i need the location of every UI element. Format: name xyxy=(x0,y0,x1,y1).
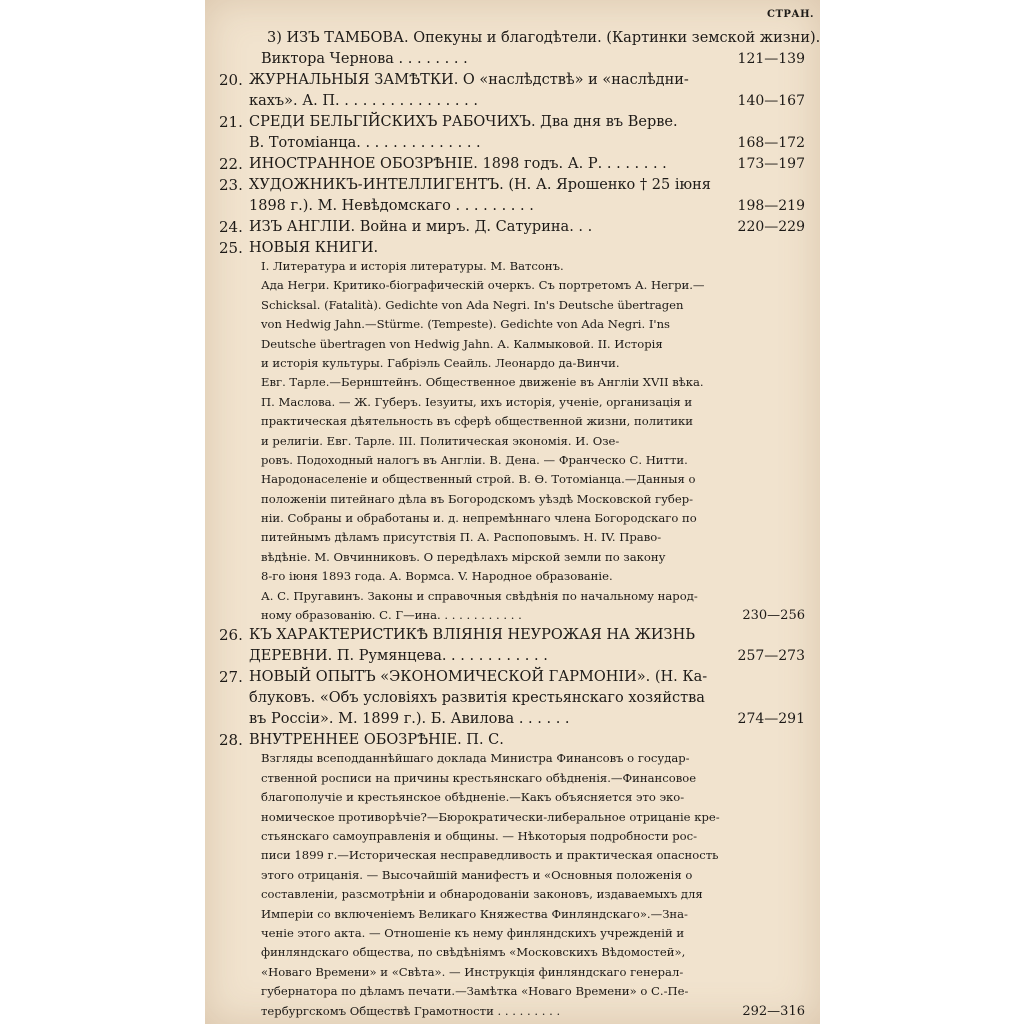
body-line xyxy=(213,606,813,625)
page-range: 173—197 xyxy=(737,156,805,172)
entry-number: 27. xyxy=(219,668,243,687)
body-line: практическая дѣятельность въ сферѣ общественной жизни, политики xyxy=(261,414,693,429)
entry-line-text: 1898 г.). М. Невѣдомскаго . . . . . . . . . xyxy=(249,198,534,214)
body-line: этого отрицанія. — Высочайшій манифестъ и «Основныя положенія о xyxy=(261,867,693,882)
body-line: Schicksal. (Fatalità). Gedichte von Ada Negri. In's Deutsche übertragen xyxy=(261,297,684,312)
body-line: ченіе этого акта. — Отношеніе къ нему финляндскихъ учрежденій и xyxy=(261,925,685,940)
toc-entry-28 xyxy=(213,730,813,751)
review-section-text xyxy=(213,749,813,1020)
toc-entry-21 xyxy=(213,112,813,154)
entry-line-text: кахъ». А. П. . . . . . . . . . . . . . . . xyxy=(249,93,478,109)
body-line: составленіи, разсмотрѣніи и обнародованіи законовъ, издаваемыхъ для xyxy=(261,887,703,902)
entry-number: 25. xyxy=(219,239,243,257)
body-line: Deutsche übertragen von Hedwig Jahn. А. Калмыковой. II. Исторія xyxy=(261,336,663,351)
body-line: «Новаго Времени» и «Свѣта». — Инструкція финляндскаго генерал- xyxy=(261,964,684,979)
body-line: вѣдѣніе. М. Овчинниковъ. О передѣлахъ мірской земли по закону xyxy=(261,549,666,564)
entry-number: 21. xyxy=(219,113,243,131)
page-range: 121—139 xyxy=(737,51,805,67)
entry-line-text: блуковъ. «Объ условіяхъ развитія крестьянскаго хозяйства xyxy=(249,690,705,707)
body-line: Евг. Тарле.—Бернштейнъ. Общественное движеніе въ Англіи XVII вѣка. xyxy=(261,375,704,390)
body-line: номическое противорѣчіе?—Бюрократически-либеральное отрицаніе кре- xyxy=(261,809,720,824)
entry-line xyxy=(213,70,813,91)
entry-line xyxy=(213,196,813,217)
entry-line-text: Виктора Чернова . . . . . . . . xyxy=(261,51,468,67)
toc-entry-20 xyxy=(213,70,813,112)
entry-number: 22. xyxy=(219,155,243,173)
entry-line xyxy=(213,667,813,688)
body-line xyxy=(213,1002,813,1021)
entry-line-text: В. Тотоміанца. . . . . . . . . . . . . . xyxy=(249,135,481,151)
entry-line: 3) ИЗЪ ТАМБОВА. Опекуны и благодѣтели. (Картинки земской жизни). xyxy=(267,30,821,46)
toc-entry-23 xyxy=(213,175,813,217)
page-range: 274—291 xyxy=(737,711,805,728)
toc-content xyxy=(213,28,821,1021)
toc-entry-tambov xyxy=(213,28,821,70)
page-range: 140—167 xyxy=(737,93,805,109)
toc-entry-22 xyxy=(213,154,813,175)
body-line: положеніи питейнаго дѣла въ Богородскомъ уѣздѣ Московской губер- xyxy=(261,491,694,506)
entry-line xyxy=(213,112,813,133)
entry-number: 28. xyxy=(219,731,243,750)
body-line: Народонаселеніе и общественный строй. В. Ѳ. Тотоміанца.—Данныя о xyxy=(261,472,696,487)
column-header: СТРАН. xyxy=(767,9,814,20)
entry-line-text: КЪ ХАРАКТЕРИСТИКѢ ВЛІЯНІЯ НЕУРОЖАЯ НА ЖИЗНЬ xyxy=(249,627,696,644)
entry-line-text: ИНОСТРАННОЕ ОБОЗРѢНІЕ. 1898 годъ. А. Р. . . . . . . . xyxy=(249,156,667,172)
body-line: ровъ. Подоходный налогъ въ Англіи. В. Дена. — Франческо С. Нитти. xyxy=(261,452,688,467)
body-line: Взгляды всеподданнѣйшаго доклада Министра Финансовъ о государ- xyxy=(261,751,690,766)
body-line: и религіи. Евг. Тарле. III. Политическая экономія. И. Озе- xyxy=(261,433,620,448)
entry-line-text: ИЗЪ АНГЛІИ. Война и миръ. Д. Сатурина. . . xyxy=(249,219,593,235)
body-line-text: ному образованію. С. Г—ина. . . . . . . . . . . . xyxy=(261,608,522,623)
entry-line xyxy=(213,238,813,259)
body-line: стьянскаго самоуправленія и общины. — Нѣкоторыя подробности рос- xyxy=(261,828,698,843)
entry-line-text: НОВЫЯ КНИГИ. xyxy=(249,240,379,256)
entry-line xyxy=(213,49,813,70)
entry-line xyxy=(213,154,813,175)
entry-line xyxy=(213,646,813,667)
entry-number: 23. xyxy=(219,176,243,194)
entry-line xyxy=(213,217,813,238)
body-line-text: тербургскомъ Обществѣ Грамотности . . . . . . . . . xyxy=(261,1003,561,1018)
books-section-text xyxy=(213,257,813,625)
page-range: 292—316 xyxy=(742,1003,805,1019)
entry-line xyxy=(213,730,813,751)
entry-line xyxy=(213,625,813,646)
toc-entry-27 xyxy=(213,667,813,730)
body-line: губернатора по дѣламъ печати.—Замѣтка «Новаго Времени» о С.-Пе- xyxy=(261,984,689,999)
entry-line-text: въ Россіи». М. 1899 г.). Б. Авилова . . . . . . xyxy=(249,711,570,728)
entry-line-text: ХУДОЖНИКЪ-ИНТЕЛЛИГЕНТЪ. (Н. А. Ярошенко † 25 іюня xyxy=(249,177,711,193)
body-line: ственной росписи на причины крестьянскаго обѣдненія.—Финансовое xyxy=(261,770,697,785)
body-line: питейнымъ дѣламъ присутствія П. А. Распоповымъ. Н. IV. Право- xyxy=(261,530,662,545)
body-line: П. Маслова. — Ж. Губеръ. Іезуиты, ихъ исторія, ученіе, организація и xyxy=(261,394,693,409)
page-range: 257—273 xyxy=(737,648,805,665)
toc-entry-26 xyxy=(213,625,813,667)
body-line: Ада Негри. Критико-біографическій очеркъ. Съ портретомъ А. Негри.— xyxy=(261,278,705,293)
entry-line xyxy=(213,709,813,730)
entry-number: 20. xyxy=(219,71,243,89)
body-line: и исторія культуры. Габріэль Сеайль. Леонардо да-Винчи. xyxy=(261,355,620,370)
body-line: 8-го іюня 1893 года. А. Вормса. V. Народное образованіе. xyxy=(261,569,613,584)
entry-number: 24. xyxy=(219,218,243,236)
entry-line-text: ВНУТРЕННЕЕ ОБОЗРѢНІЕ. П. С. xyxy=(249,732,504,749)
body-line: ніи. Собраны и обработаны и. д. непремѣннаго члена Богородскаго по xyxy=(261,511,697,526)
entry-line-text: СРЕДИ БЕЛЬГІЙСКИХЪ РАБОЧИХЪ. Два дня въ Верве. xyxy=(249,114,678,130)
page-range: 168—172 xyxy=(737,135,805,151)
entry-line xyxy=(213,688,813,709)
body-line: финляндскаго общества, по свѣдѣніямъ «Московскихъ Вѣдомостей», xyxy=(261,945,686,960)
page-range: 198—219 xyxy=(737,198,805,214)
body-line: благополучіе и крестьянское обѣдненіе.—Какъ объясняется это эко- xyxy=(261,790,685,805)
page-range: 220—229 xyxy=(737,219,805,235)
entry-line xyxy=(213,175,813,196)
body-line: А. С. Пругавинъ. Законы и справочныя свѣдѣнія по начальному народ- xyxy=(261,588,698,603)
entry-line-text: НОВЫЙ ОПЫТЪ «ЭКОНОМИЧЕСКОЙ ГАРМОНІИ». (Н. Ка- xyxy=(249,669,708,686)
toc-page xyxy=(205,0,820,1024)
entry-line xyxy=(213,133,813,154)
toc-entry-25 xyxy=(213,238,813,259)
body-line: писи 1899 г.—Историческая несправедливость и практическая опасность xyxy=(261,848,719,863)
right-margin xyxy=(820,0,1024,1024)
entry-line xyxy=(213,91,813,112)
body-line: Имперіи со включеніемъ Великаго Княжества Финляндскаго».—Зна- xyxy=(261,906,688,921)
page-range: 230—256 xyxy=(742,608,805,624)
toc-entry-24 xyxy=(213,217,813,238)
entry-line-text: ЖУРНАЛЬНЫЯ ЗАМѢТКИ. О «наслѣдствѣ» и «наслѣдни- xyxy=(249,72,689,88)
entry-number: 26. xyxy=(219,626,243,645)
body-line: von Hedwig Jahn.—Stürme. (Tempeste). Gedichte von Ada Negri. I'ns xyxy=(261,317,671,332)
left-margin xyxy=(0,0,205,1024)
body-line: I. Литература и исторія литературы. М. Ватсонъ. xyxy=(261,259,564,273)
entry-line-text: ДЕРЕВНИ. П. Румянцева. . . . . . . . . . . . xyxy=(249,648,548,665)
